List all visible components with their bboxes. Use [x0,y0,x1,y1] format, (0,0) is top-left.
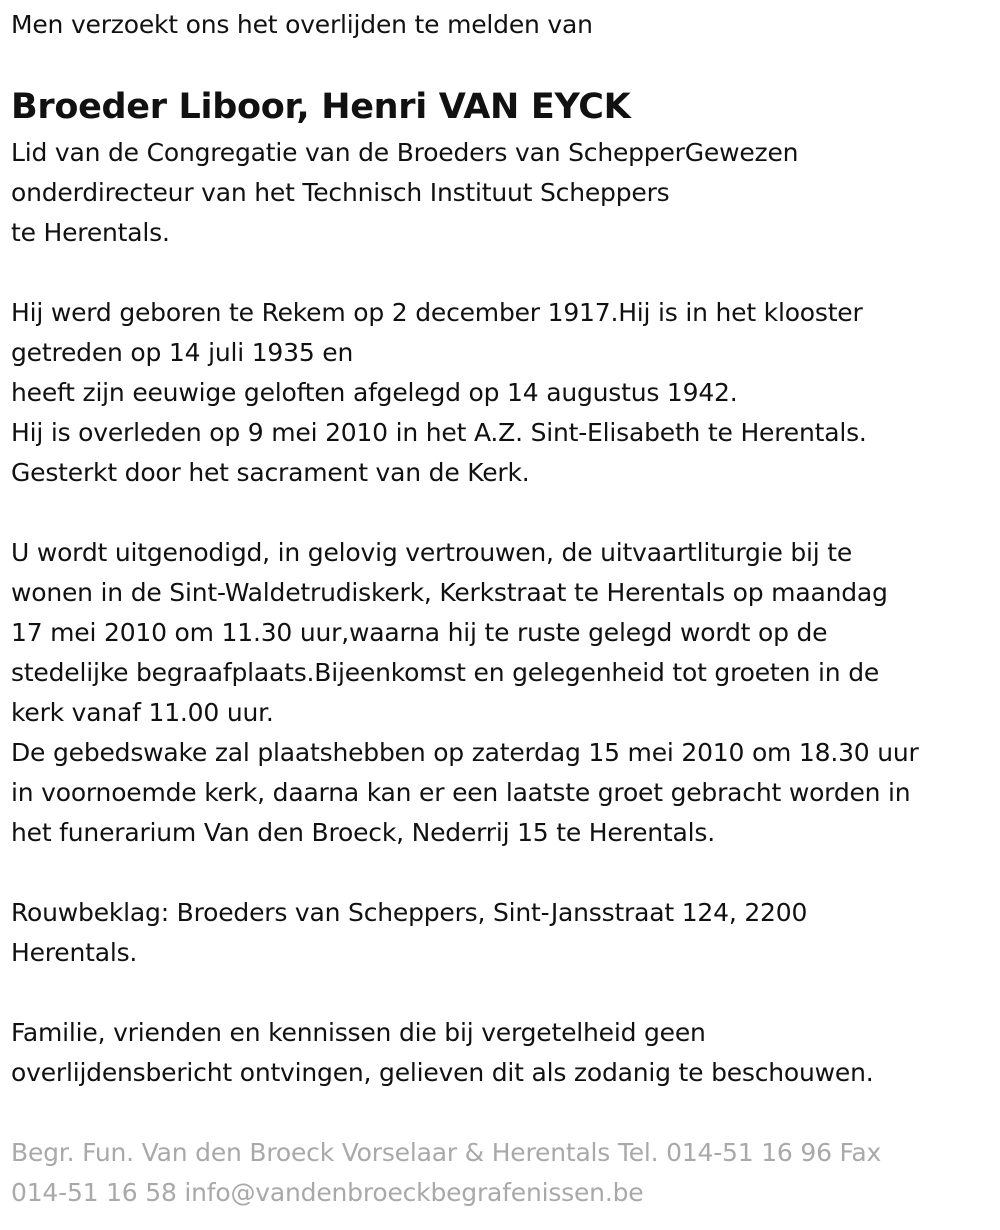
bio-line: Hij werd geboren te Rekem op 2 december 1917.Hij is in het klooster [11,298,863,327]
intro-text: Men verzoekt ons het overlijden te melden van [11,10,593,39]
biography-paragraph [11,293,867,493]
condolence-line: Herentals. [11,938,138,967]
bio-line: Gesterkt door het sacrament van de Kerk. [11,458,530,487]
invite-line: het funerarium Van den Broeck, Nederrij 15 te Herentals. [11,818,715,847]
condolence-paragraph [11,893,807,973]
bio-line: heeft zijn eeuwige geloften afgelegd op 14 augustus 1942. [11,378,738,407]
role-paragraph [11,133,798,253]
invite-line: stedelijke begraafplaats.Bijeenkomst en gelegenheid tot groeten in de [11,658,880,687]
family-paragraph [11,1013,874,1093]
role-line: Lid van de Congregatie van de Broeders van SchepperGewezen [11,138,799,167]
footer-line: Begr. Fun. Van den Broeck Vorselaar & Herentals Tel. 014-51 16 96 Fax [11,1138,882,1167]
funeral-home-footer [11,1133,881,1213]
footer-line: 014-51 16 58 info@vandenbroeckbegrafenissen.be [11,1178,644,1207]
family-line: overlijdensbericht ontvingen, gelieven dit als zodanig te beschouwen. [11,1058,874,1087]
invite-line: U wordt uitgenodigd, in gelovig vertrouwen, de uitvaartliturgie bij te [11,538,853,567]
role-line: onderdirecteur van het Technisch Instituut Scheppers [11,178,670,207]
bio-line: Hij is overleden op 9 mei 2010 in het A.Z. Sint-Elisabeth te Herentals. [11,418,867,447]
invite-line: 17 mei 2010 om 11.30 uur,waarna hij te ruste gelegd wordt op de [11,618,828,647]
role-line: te Herentals. [11,218,170,247]
invite-line: in voornoemde kerk, daarna kan er een laatste groet gebracht worden in [11,778,911,807]
invite-line: De gebedswake zal plaatshebben op zaterdag 15 mei 2010 om 18.30 uur [11,738,919,767]
funeral-invitation-paragraph [11,533,919,853]
family-line: Familie, vrienden en kennissen die bij vergetelheid geen [11,1018,706,1047]
invite-line: wonen in de Sint-Waldetrudiskerk, Kerkstraat te Herentals op maandag [11,578,888,607]
condolence-line: Rouwbeklag: Broeders van Scheppers, Sint-Jansstraat 124, 2200 [11,898,808,927]
deceased-name: Broeder Liboor, Henri VAN EYCK [11,87,631,127]
invite-line: kerk vanaf 11.00 uur. [11,698,274,727]
bio-line: getreden op 14 juli 1935 en [11,338,354,367]
